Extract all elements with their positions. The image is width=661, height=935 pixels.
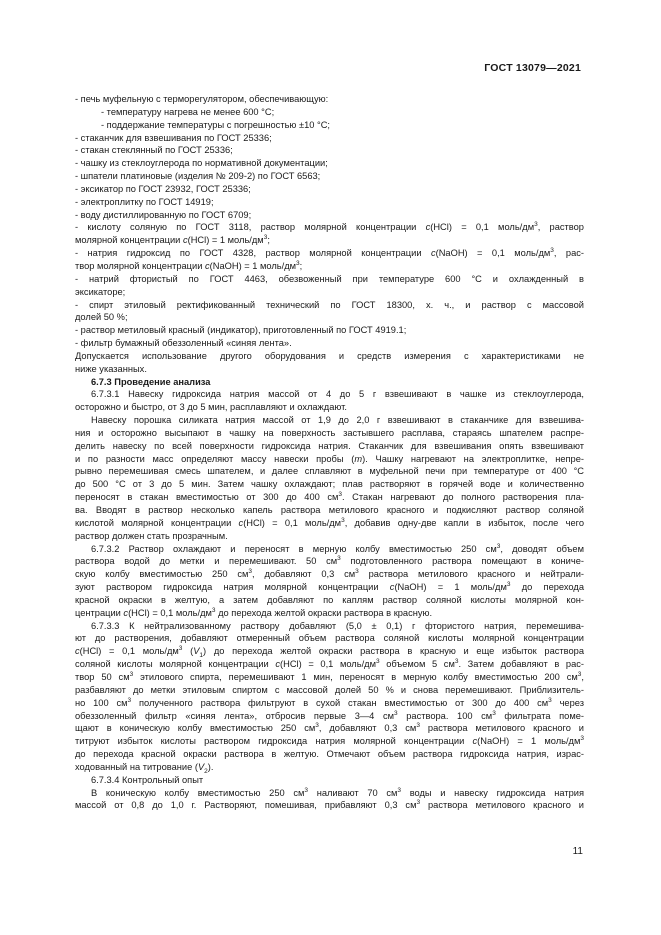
text-line: твор 50 $см^3$ этилового спирта, перемешивают 1 мин, переносят в мерную колбу вместимостью 200 $см^3$, [75, 670, 584, 682]
text-line: но 100 $см^3$ полученного раствора фильтруют в сухой стакан вместимостью от 300 до 400 $см^3$ через [75, 696, 584, 708]
text-line: зуют раствором гидроксида натрия молярной концентрации c(NaOH) = 1 моль/$дм^3$ до перехода [75, 580, 584, 593]
text-line: твор молярной концентрации c(NaOH) = 1 моль/$дм^3$; [75, 259, 303, 271]
text-line: переносят в стакан вместимостью от 300 до 400 $см^3$. Стакан нагревают до полного растворения пла- [75, 491, 584, 503]
text-line: разбавляют до метки этиловым спиртом с массовой долей 50 % и снова перемешивают. Приблизитель- [75, 684, 584, 695]
text-line: ходованный на титрование $(V_2)$. [75, 761, 214, 775]
text-line: ют до растворения, добавляют отмеренный объем раствора соляной кислоты молярной концентрации [75, 633, 584, 644]
text-line: соляной кислоты молярной концентрации c(HCl) = 0,1 моль/$дм^3$ объемом 5 $см^3$. Затем добавляют в рас- [75, 658, 584, 670]
text-line: - раствор метиловый красный (индикатор), приготовленный по ГОСТ 4919.1; [75, 325, 407, 336]
text-line: - натрия гидроксид по ГОСТ 4328, раствор молярной концентрации c(NaOH) = 0,1 моль/$дм^3$, рас- [75, 247, 584, 259]
text-line: красной окраски в желтую, а затем добавляют по каплям раствор соляной кислоты молярной кон- [75, 594, 584, 605]
text-line: ва. Вводят в раствор несколько капель раствора метилового красного и подкисляют раствор соляной [75, 505, 584, 515]
document-body [75, 93, 584, 812]
text-line: эксикаторе; [75, 286, 126, 297]
text-line: раствора водой до метки и перемешивают. 50 $см^3$ подготовленного раствора помещают в кониче- [75, 555, 584, 567]
text-line: 6.7.3.3 К нейтрализованному раствору добавляют (5,0 ± 0,1) г фтористого натрия, перемешива- [91, 620, 584, 631]
page-number: 11 [572, 846, 583, 857]
text-line: - спирт этиловый ректификованный технический по ГОСТ 18300, х. ч., и раствор с массовой [75, 299, 584, 310]
text-line: обеззоленный фильтр «синяя лента», отбросив первые 3—4 $см^3$ раствора. 100 $см^3$ фильтрата поме- [75, 709, 584, 721]
text-line: ниже указанных. [75, 363, 147, 374]
text-line: - чашку из стеклоуглерода по нормативной документации; [75, 158, 328, 169]
text-line: - стакан стеклянный по ГОСТ 25336; [75, 145, 233, 156]
text-line: до 500 °С от 3 до 5 мин. Затем чашку охлаждают; плав растворяют в горячей воде и количественно [75, 479, 584, 490]
text-line: центрации c(HCl) = 0,1 моль/$дм^3$ до перехода желтой окраски раствора в красную. [75, 606, 433, 618]
text-line: - шпатели платиновые (изделия № 209-2) по ГОСТ 6563; [75, 171, 321, 182]
text-line: - стаканчик для взвешивания по ГОСТ 25336; [75, 132, 272, 143]
text-line: c(HCl) = 0,1 моль/$дм^3$ $(V_1)$ до перехода желтой окраски раствора в красную и еще избыток раствора [75, 645, 584, 660]
text-line: и по разности масс определяют массу навески пробы (m). Чашку нагревают на электроплитке, непре- [75, 453, 584, 464]
text-line: кислотой молярной концентрации c(HCl) = 0,1 моль/$дм^3$, добавив одну-две капли в избыток, после чего [75, 516, 584, 528]
text-line: ния и осторожно высыпают в чашку на поверхность застывшего расплава, стараясь шпателем распре- [75, 427, 584, 438]
text-line: 6.7.3 Проведение анализа [91, 376, 211, 387]
text-line: - электроплитку по ГОСТ 14919; [75, 196, 214, 207]
text-line: титруют избыток кислоты раствором гидроксида натрия молярной концентрации c(NaOH) = 1 моль/$дм^3$ [75, 735, 584, 747]
text-line: - температуру нагрева не менее 600 °С; [101, 106, 275, 117]
text-line: - поддержание температуры с погрешностью ±10 °С; [101, 119, 331, 130]
text-line: Навеску порошка силиката натрия массой от 1,9 до 2,0 г взвешивают в стаканчике для взвешива- [91, 415, 584, 426]
text-line: 6.7.3.4 Контрольный опыт [91, 774, 204, 785]
text-line: скую колбу вместимостью 250 $см^3$, добавляют 0,3 $см^3$ раствора метилового красного и нейтрали- [75, 568, 585, 580]
text-line: В коническую колбу вместимостью 250 $см^3$ наливают 70 $см^3$ воды и навеску гидроксида натрия [91, 786, 584, 798]
text-line: - кислоту соляную по ГОСТ 3118, раствор молярной концентрации c(HCl) = 0,1 моль/$дм^3$, раствор [75, 221, 584, 233]
text-line: - эксикатор по ГОСТ 23932, ГОСТ 25336; [75, 183, 251, 194]
text-line: осторожно и быстро, от 3 до 5 мин, расплавляют и охлаждают. [75, 402, 347, 413]
document-code-header: ГОСТ 13079—2021 [484, 62, 581, 74]
text-line: раствор должен стать прозрачным. [75, 530, 228, 541]
text-line: - воду дистиллированную по ГОСТ 6709; [75, 209, 252, 220]
text-line: молярной концентрации c(HCl) = 1 моль/$дм^3$; [75, 234, 270, 246]
text-line: Допускается использование другого оборудования и средств измерения с характеристиками не [75, 350, 584, 361]
text-line: - печь муфельную с терморегулятором, обеспечивающую: [75, 94, 329, 104]
text-line: делить навеску по всей поверхности гидроксида натрия. Стаканчик для взвешивания опять взвешивают [75, 440, 584, 451]
text-line: рывно перемешивая смесь шпателем, и далее сплавляют в муфельной печи при температуре от 400 °С [75, 466, 584, 477]
text-line: щают в коническую колбу вместимостью 250 $см^3$, добавляют 0,3 $см^3$ раствора метилового красного и [75, 722, 584, 734]
text-line: до перехода красной окраски раствора в желтую. Отмечают объем раствора гидроксида натрия, израс- [75, 749, 584, 760]
text-line: - фильтр бумажный обеззоленный «синяя лента». [75, 338, 292, 349]
text-line: долей 50 %; [75, 312, 128, 323]
text-line: 6.7.3.1 Навеску гидроксида натрия массой от 4 до 5 г взвешивают в чашке из стеклоуглерода, [91, 389, 584, 400]
text-line: - натрий фтористый по ГОСТ 4463, обезвоженный при температуре 600 °С и охлажденный в [75, 273, 584, 284]
text-line: 6.7.3.2 Раствор охлаждают и переносят в мерную колбу вместимостью 250 $см^3$, доводят объем [91, 542, 584, 554]
text-line: массой от 0,8 до 1,0 г. Растворяют, помешивая, прибавляют 0,3 $см^3$ раствора метилового красного и [75, 799, 584, 811]
